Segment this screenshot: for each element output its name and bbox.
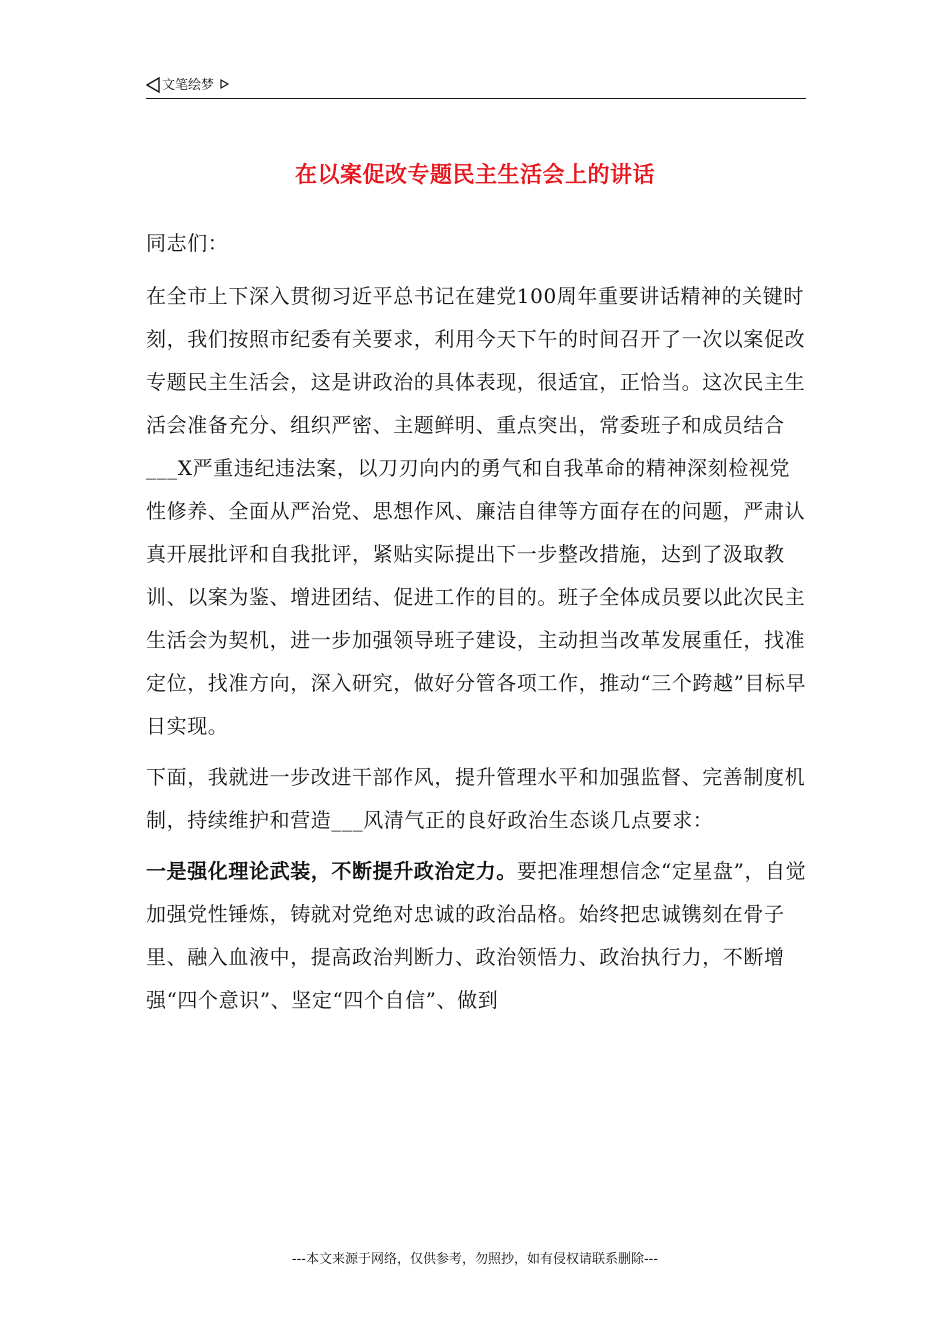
footer-disclaimer: ---本文来源于网络，仅供参考，勿照抄，如有侵权请联系删除---: [291, 1252, 659, 1267]
greeting: 同志们：: [146, 231, 229, 255]
point-1-lead: 一是强化理论武装，不断提升政治定力。: [146, 859, 517, 883]
paragraph-point-1: [146, 850, 808, 1022]
brand-name: 文笔绘梦: [162, 78, 215, 93]
document-title: 在以案促改专题民主生活会上的讲话: [294, 163, 655, 188]
triangle-right-icon: [218, 77, 230, 91]
paragraph-requirements: 下面，我就进一步改进干部作风，提升管理水平和加强监督、完善制度机制，持续维护和营造___风清气正的良好政治生态谈几点要求：: [146, 765, 806, 832]
paragraph-intro: 在全市上下深入贯彻习近平总书记在建党100周年重要讲话精神的关键时刻，我们按照市纪委有关要求，利用今天下午的时间召开了一次以案促改专题民主生活会，这是讲政治的具体表现，很适宜，正恰当。这次民主生活会准备充分、组织严密、主题鲜明、重点突出，常委班子和成员结合___X严重违纪违法案，以刀刃向内的勇气和自我革命的精神深刻检视党性修养、全面从严治党、思想作风、廉洁自律等方面存在的问题，严肃认真开展批评和自我批评，紧贴实际提出下一步整改措施，达到了汲取教训、以案为鉴、增进团结、促进工作的目的。班子全体成员要以此次民主生活会为契机，进一步加强领导班子建设，主动担当改革发展重任，找准定位，找准方向，深入研究，做好分管各项工作，推动“三个跨越”目标早日实现。: [146, 284, 807, 738]
triangle-left-icon: [146, 77, 158, 91]
brand: [146, 74, 230, 93]
document-body: [146, 222, 808, 1030]
point-1-text: 要把准理想信念“定星盘”，自觉加强党性锤炼，铸就对党绝对忠诚的政治品格。始终把忠诚镌刻在骨子里、融入血液中，提高政治判断力、政治领悟力、政治执行力，不断增强“四个意识”、坚定“四个自信”、做到: [146, 859, 807, 1012]
page-header: [146, 74, 806, 99]
